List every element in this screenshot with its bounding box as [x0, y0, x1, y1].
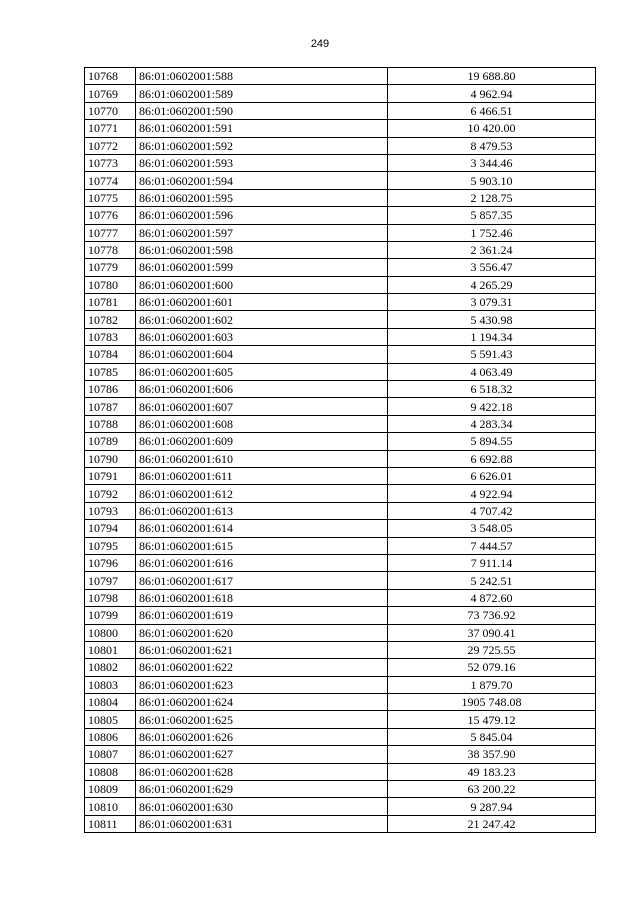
cadastral-value-cell: 3 079.31: [388, 294, 596, 311]
cadastral-number-cell: 86:01:0602001:613: [136, 502, 388, 519]
table-row: [85, 467, 596, 484]
cadastral-value-cell: 3 556.47: [388, 259, 596, 276]
row-number-cell: 10783: [85, 328, 136, 345]
cadastral-value-cell: 9 287.94: [388, 798, 596, 815]
row-number-cell: 10799: [85, 607, 136, 624]
row-number-cell: 10772: [85, 137, 136, 154]
cadastral-value-cell: 1 194.34: [388, 328, 596, 345]
cadastral-number-cell: 86:01:0602001:596: [136, 207, 388, 224]
table-row: [85, 607, 596, 624]
table-row: [85, 224, 596, 241]
cadastral-number-cell: 86:01:0602001:600: [136, 276, 388, 293]
row-number-cell: 10777: [85, 224, 136, 241]
cadastral-number-cell: 86:01:0602001:622: [136, 659, 388, 676]
row-number-cell: 10805: [85, 711, 136, 728]
table-row: [85, 328, 596, 345]
cadastral-number-cell: 86:01:0602001:615: [136, 537, 388, 554]
row-number-cell: 10789: [85, 433, 136, 450]
cadastral-value-cell: 8 479.53: [388, 137, 596, 154]
table-row: [85, 781, 596, 798]
cadastral-number-cell: 86:01:0602001:605: [136, 363, 388, 380]
cadastral-number-cell: 86:01:0602001:628: [136, 763, 388, 780]
cadastral-number-cell: 86:01:0602001:619: [136, 607, 388, 624]
cadastral-value-cell: 4 283.34: [388, 415, 596, 432]
cadastral-value-cell: 6 692.88: [388, 450, 596, 467]
cadastral-number-cell: 86:01:0602001:601: [136, 294, 388, 311]
row-number-cell: 10802: [85, 659, 136, 676]
cadastral-value-cell: 1 752.46: [388, 224, 596, 241]
table-row: [85, 659, 596, 676]
table-row: [85, 554, 596, 571]
table-row: [85, 502, 596, 519]
cadastral-value-cell: 5 430.98: [388, 311, 596, 328]
table-row: [85, 172, 596, 189]
row-number-cell: 10780: [85, 276, 136, 293]
row-number-cell: 10796: [85, 554, 136, 571]
table-row: [85, 311, 596, 328]
cadastral-number-cell: 86:01:0602001:626: [136, 728, 388, 745]
table-row: [85, 728, 596, 745]
table-row: [85, 381, 596, 398]
table-row: [85, 294, 596, 311]
table-row: [85, 207, 596, 224]
row-number-cell: 10787: [85, 398, 136, 415]
row-number-cell: 10792: [85, 485, 136, 502]
cadastral-number-cell: 86:01:0602001:618: [136, 589, 388, 606]
cadastral-number-cell: 86:01:0602001:608: [136, 415, 388, 432]
row-number-cell: 10794: [85, 520, 136, 537]
cadastral-number-cell: 86:01:0602001:602: [136, 311, 388, 328]
table-row: [85, 572, 596, 589]
cadastral-number-cell: 86:01:0602001:611: [136, 467, 388, 484]
table-row: [85, 346, 596, 363]
table-row: [85, 276, 596, 293]
cadastral-number-cell: 86:01:0602001:631: [136, 815, 388, 832]
cadastral-value-cell: 5 857.35: [388, 207, 596, 224]
table-row: [85, 241, 596, 258]
cadastral-number-cell: 86:01:0602001:617: [136, 572, 388, 589]
cadastral-value-cell: 19 688.80: [388, 68, 596, 85]
cadastral-number-cell: 86:01:0602001:589: [136, 85, 388, 102]
table-row: [85, 398, 596, 415]
cadastral-value-cell: 1 879.70: [388, 676, 596, 693]
cadastral-value-cell: 3 344.46: [388, 154, 596, 171]
cadastral-value-cell: 4 063.49: [388, 363, 596, 380]
table-row: [85, 259, 596, 276]
cadastral-number-cell: 86:01:0602001:625: [136, 711, 388, 728]
row-number-cell: 10801: [85, 641, 136, 658]
cadastral-number-cell: 86:01:0602001:610: [136, 450, 388, 467]
row-number-cell: 10776: [85, 207, 136, 224]
table-row: [85, 450, 596, 467]
row-number-cell: 10791: [85, 467, 136, 484]
table-row: [85, 763, 596, 780]
row-number-cell: 10785: [85, 363, 136, 380]
table-row: [85, 641, 596, 658]
table-row: [85, 120, 596, 137]
cadastral-value-cell: 5 845.04: [388, 728, 596, 745]
table-row: [85, 798, 596, 815]
cadastral-number-cell: 86:01:0602001:599: [136, 259, 388, 276]
table-row: [85, 815, 596, 832]
table-row: [85, 189, 596, 206]
row-number-cell: 10774: [85, 172, 136, 189]
row-number-cell: 10781: [85, 294, 136, 311]
cadastral-value-cell: 4 922.94: [388, 485, 596, 502]
table-row: [85, 485, 596, 502]
cadastral-number-cell: 86:01:0602001:606: [136, 381, 388, 398]
cadastral-number-cell: 86:01:0602001:592: [136, 137, 388, 154]
row-number-cell: 10793: [85, 502, 136, 519]
table-body: [85, 68, 596, 833]
table-row: [85, 520, 596, 537]
cadastral-number-cell: 86:01:0602001:612: [136, 485, 388, 502]
table-row: [85, 711, 596, 728]
row-number-cell: 10782: [85, 311, 136, 328]
table-row: [85, 694, 596, 711]
cadastral-value-cell: 7 444.57: [388, 537, 596, 554]
cadastral-number-cell: 86:01:0602001:614: [136, 520, 388, 537]
row-number-cell: 10803: [85, 676, 136, 693]
table-row: [85, 363, 596, 380]
cadastral-value-cell: 3 548.05: [388, 520, 596, 537]
row-number-cell: 10784: [85, 346, 136, 363]
table-row: [85, 589, 596, 606]
row-number-cell: 10795: [85, 537, 136, 554]
cadastral-number-cell: 86:01:0602001:607: [136, 398, 388, 415]
cadastral-number-cell: 86:01:0602001:591: [136, 120, 388, 137]
cadastral-value-cell: 4 265.29: [388, 276, 596, 293]
cadastral-number-cell: 86:01:0602001:629: [136, 781, 388, 798]
cadastral-value-cell: 6 518.32: [388, 381, 596, 398]
row-number-cell: 10773: [85, 154, 136, 171]
cadastral-number-cell: 86:01:0602001:609: [136, 433, 388, 450]
cadastral-value-cell: 4 872.60: [388, 589, 596, 606]
cadastral-number-cell: 86:01:0602001:590: [136, 102, 388, 119]
cadastral-value-cell: 21 247.42: [388, 815, 596, 832]
table-row: [85, 68, 596, 85]
table-row: [85, 433, 596, 450]
cadastral-number-cell: 86:01:0602001:597: [136, 224, 388, 241]
cadastral-number-cell: 86:01:0602001:616: [136, 554, 388, 571]
row-number-cell: 10809: [85, 781, 136, 798]
cadastral-value-table: [84, 67, 596, 833]
cadastral-value-cell: 37 090.41: [388, 624, 596, 641]
row-number-cell: 10804: [85, 694, 136, 711]
cadastral-value-cell: 10 420.00: [388, 120, 596, 137]
cadastral-value-cell: 15 479.12: [388, 711, 596, 728]
cadastral-number-cell: 86:01:0602001:588: [136, 68, 388, 85]
cadastral-value-cell: 2 361.24: [388, 241, 596, 258]
table-row: [85, 154, 596, 171]
cadastral-value-cell: 6 466.51: [388, 102, 596, 119]
cadastral-number-cell: 86:01:0602001:623: [136, 676, 388, 693]
row-number-cell: 10786: [85, 381, 136, 398]
cadastral-value-cell: 9 422.18: [388, 398, 596, 415]
row-number-cell: 10779: [85, 259, 136, 276]
cadastral-value-cell: 4 962.94: [388, 85, 596, 102]
cadastral-value-cell: 38 357.90: [388, 746, 596, 763]
cadastral-value-cell: 63 200.22: [388, 781, 596, 798]
cadastral-number-cell: 86:01:0602001:630: [136, 798, 388, 815]
row-number-cell: 10800: [85, 624, 136, 641]
row-number-cell: 10769: [85, 85, 136, 102]
table-row: [85, 746, 596, 763]
cadastral-number-cell: 86:01:0602001:595: [136, 189, 388, 206]
cadastral-number-cell: 86:01:0602001:624: [136, 694, 388, 711]
table-row: [85, 85, 596, 102]
cadastral-number-cell: 86:01:0602001:598: [136, 241, 388, 258]
row-number-cell: 10807: [85, 746, 136, 763]
cadastral-value-cell: 29 725.55: [388, 641, 596, 658]
cadastral-value-cell: 5 894.55: [388, 433, 596, 450]
cadastral-value-cell: 73 736.92: [388, 607, 596, 624]
row-number-cell: 10788: [85, 415, 136, 432]
cadastral-value-cell: 5 903.10: [388, 172, 596, 189]
cadastral-number-cell: 86:01:0602001:627: [136, 746, 388, 763]
cadastral-value-cell: 5 591.43: [388, 346, 596, 363]
cadastral-value-cell: 2 128.75: [388, 189, 596, 206]
row-number-cell: 10810: [85, 798, 136, 815]
row-number-cell: 10797: [85, 572, 136, 589]
cadastral-number-cell: 86:01:0602001:621: [136, 641, 388, 658]
row-number-cell: 10798: [85, 589, 136, 606]
table-row: [85, 415, 596, 432]
row-number-cell: 10770: [85, 102, 136, 119]
row-number-cell: 10778: [85, 241, 136, 258]
cadastral-number-cell: 86:01:0602001:603: [136, 328, 388, 345]
cadastral-number-cell: 86:01:0602001:604: [136, 346, 388, 363]
cadastral-value-cell: 1905 748.08: [388, 694, 596, 711]
cadastral-value-cell: 49 183.23: [388, 763, 596, 780]
row-number-cell: 10808: [85, 763, 136, 780]
cadastral-value-cell: 5 242.51: [388, 572, 596, 589]
table-row: [85, 537, 596, 554]
table-row: [85, 137, 596, 154]
table-row: [85, 624, 596, 641]
table-row: [85, 102, 596, 119]
page-number: 249: [310, 38, 330, 50]
row-number-cell: 10806: [85, 728, 136, 745]
cadastral-number-cell: 86:01:0602001:594: [136, 172, 388, 189]
cadastral-value-cell: 4 707.42: [388, 502, 596, 519]
cadastral-value-cell: 6 626.01: [388, 467, 596, 484]
row-number-cell: 10771: [85, 120, 136, 137]
row-number-cell: 10790: [85, 450, 136, 467]
row-number-cell: 10811: [85, 815, 136, 832]
table-row: [85, 676, 596, 693]
cadastral-value-cell: 52 079.16: [388, 659, 596, 676]
cadastral-number-cell: 86:01:0602001:593: [136, 154, 388, 171]
cadastral-number-cell: 86:01:0602001:620: [136, 624, 388, 641]
cadastral-value-cell: 7 911.14: [388, 554, 596, 571]
row-number-cell: 10775: [85, 189, 136, 206]
row-number-cell: 10768: [85, 68, 136, 85]
